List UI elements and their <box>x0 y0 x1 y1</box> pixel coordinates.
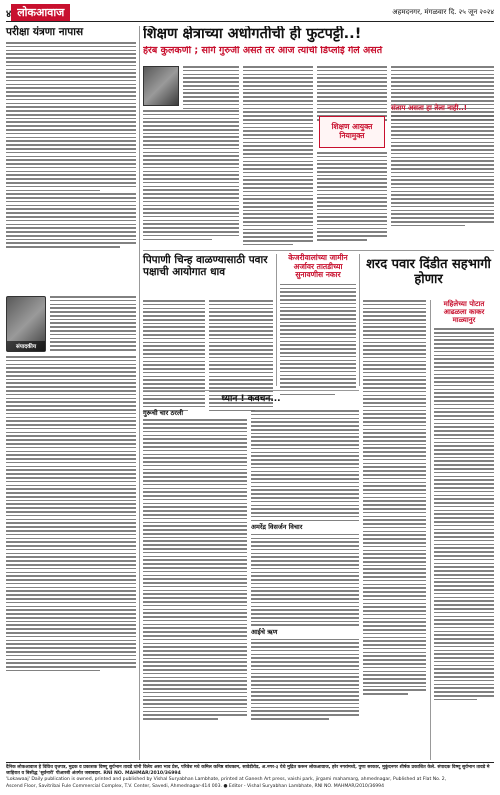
lower-center-article <box>143 394 359 404</box>
lower-center-sub3: आईचे ऋण <box>251 628 278 637</box>
banner-col-2 <box>243 66 313 245</box>
mid-right-article <box>363 258 494 288</box>
banner-col-1 <box>183 66 239 109</box>
lower-center-heading: ध्यान ! कवचन... <box>221 394 281 404</box>
author-photo <box>143 66 179 106</box>
mid-center-headline: केजरीवालांच्या जामीन अर्जावर तातडीच्या सुनावणीस नकार <box>288 253 348 280</box>
banner-headline: शिक्षण क्षेत्राच्या अधोगतीची ही फुटपट्टी..! <box>143 26 362 42</box>
left-article <box>6 26 136 248</box>
lower-center-sub2: अमरेंद्र विसर्जन विचार <box>251 523 303 532</box>
editorial-logo <box>6 296 46 352</box>
lower-center-col-2 <box>251 410 359 720</box>
mid-right-headline: शरद पवार दिंडीत सहभागी होणार <box>366 257 491 287</box>
imprint-line-1: दैनिक लोकआवाज हे विविध वृत्तपत्र, मुद्रक व प्रकाशक विष्णू सुर्यभान तावडे यांनी विलेय असा भाव प्रेस, परिवेश मधे कमिल कनिष्ठ बांधकाम, सावेडीरोड, अ.नगर-३ येथे मुद्रित करून लोकआवाज, हरेर नगरांमध्ये, पुणा सरकार, मुकुंदनगर शीर्षक प्रकाशित केले. संपादक विष्णू सुर्यभान तावडे मे जाहिरात व बिसीद्ध 'सुर्वनारी' पीआरबी अंतर्गत जबाबदार. RNI NO. MAHMAR/2010/36994 <box>6 765 490 777</box>
imprint-line-3: Ascend Floor, Savitribai Fule Commercial Complex, T.V. Center, Savedi, Ahmednagar-414 003. ● Editor - Vishal Suryabhan Lambhate, RNI NO. MAHMAR/2010/36994 <box>6 783 385 789</box>
right-top-heading: संताप असता हा तेला नाही..! <box>391 104 467 112</box>
banner-col-3 <box>317 66 387 121</box>
date-line: अहमदनगर, मंगळवार दि. २५ जून २०२४ <box>392 8 494 16</box>
left-body-text-3 <box>6 356 136 671</box>
left-headline: परीक्षा यंत्रणा नापास <box>6 26 84 38</box>
right-column-article <box>434 300 494 700</box>
right-column-headline: महिलेच्या पोटात आढळला काकर माळ्यानुर <box>443 300 485 325</box>
left-body-text <box>6 42 136 248</box>
editorial-photo <box>6 296 46 352</box>
page-number: ४ <box>6 8 12 20</box>
author-box-label: शिक्षण आयुक्त नियामुक्त <box>331 122 373 140</box>
banner-subhead: हेरंब कुलकर्णी ; सांगे गुरुजी असते तर आज त्यांची डिप्लोई गेले असते <box>143 45 383 56</box>
mid-right-col-1 <box>363 300 426 695</box>
top-banner <box>143 26 494 57</box>
editorial-badge: संपादकीय <box>7 341 45 351</box>
banner-col-3b <box>317 152 387 241</box>
author-box <box>319 116 385 148</box>
imprint-footer <box>6 762 494 792</box>
imprint-line-2: 'Lokawaaj' Daily publication is owned, printed and published by Vishal Suryabhan Lambhate, printed at Ganesh Art press, vaishi park, jirgami mahamarg, ahmednagar, Published at Flat No. 2, <box>6 777 447 783</box>
mid-left-headline: पिपाणी चिन्ह वाळण्यासाठी पवार पक्षाची आयोगात धाव <box>143 254 268 279</box>
mid-center-article <box>280 254 356 395</box>
left-body-text-2 <box>50 296 136 351</box>
right-top-box <box>391 104 494 226</box>
lower-center-col-1 <box>143 410 247 720</box>
masthead <box>6 4 494 22</box>
lower-center-sub1: गुरूची चार ठरली <box>143 409 184 417</box>
mid-left-article <box>143 254 273 278</box>
newspaper-logo: लोकआवाज <box>11 4 70 21</box>
banner-col-1b <box>143 110 239 240</box>
